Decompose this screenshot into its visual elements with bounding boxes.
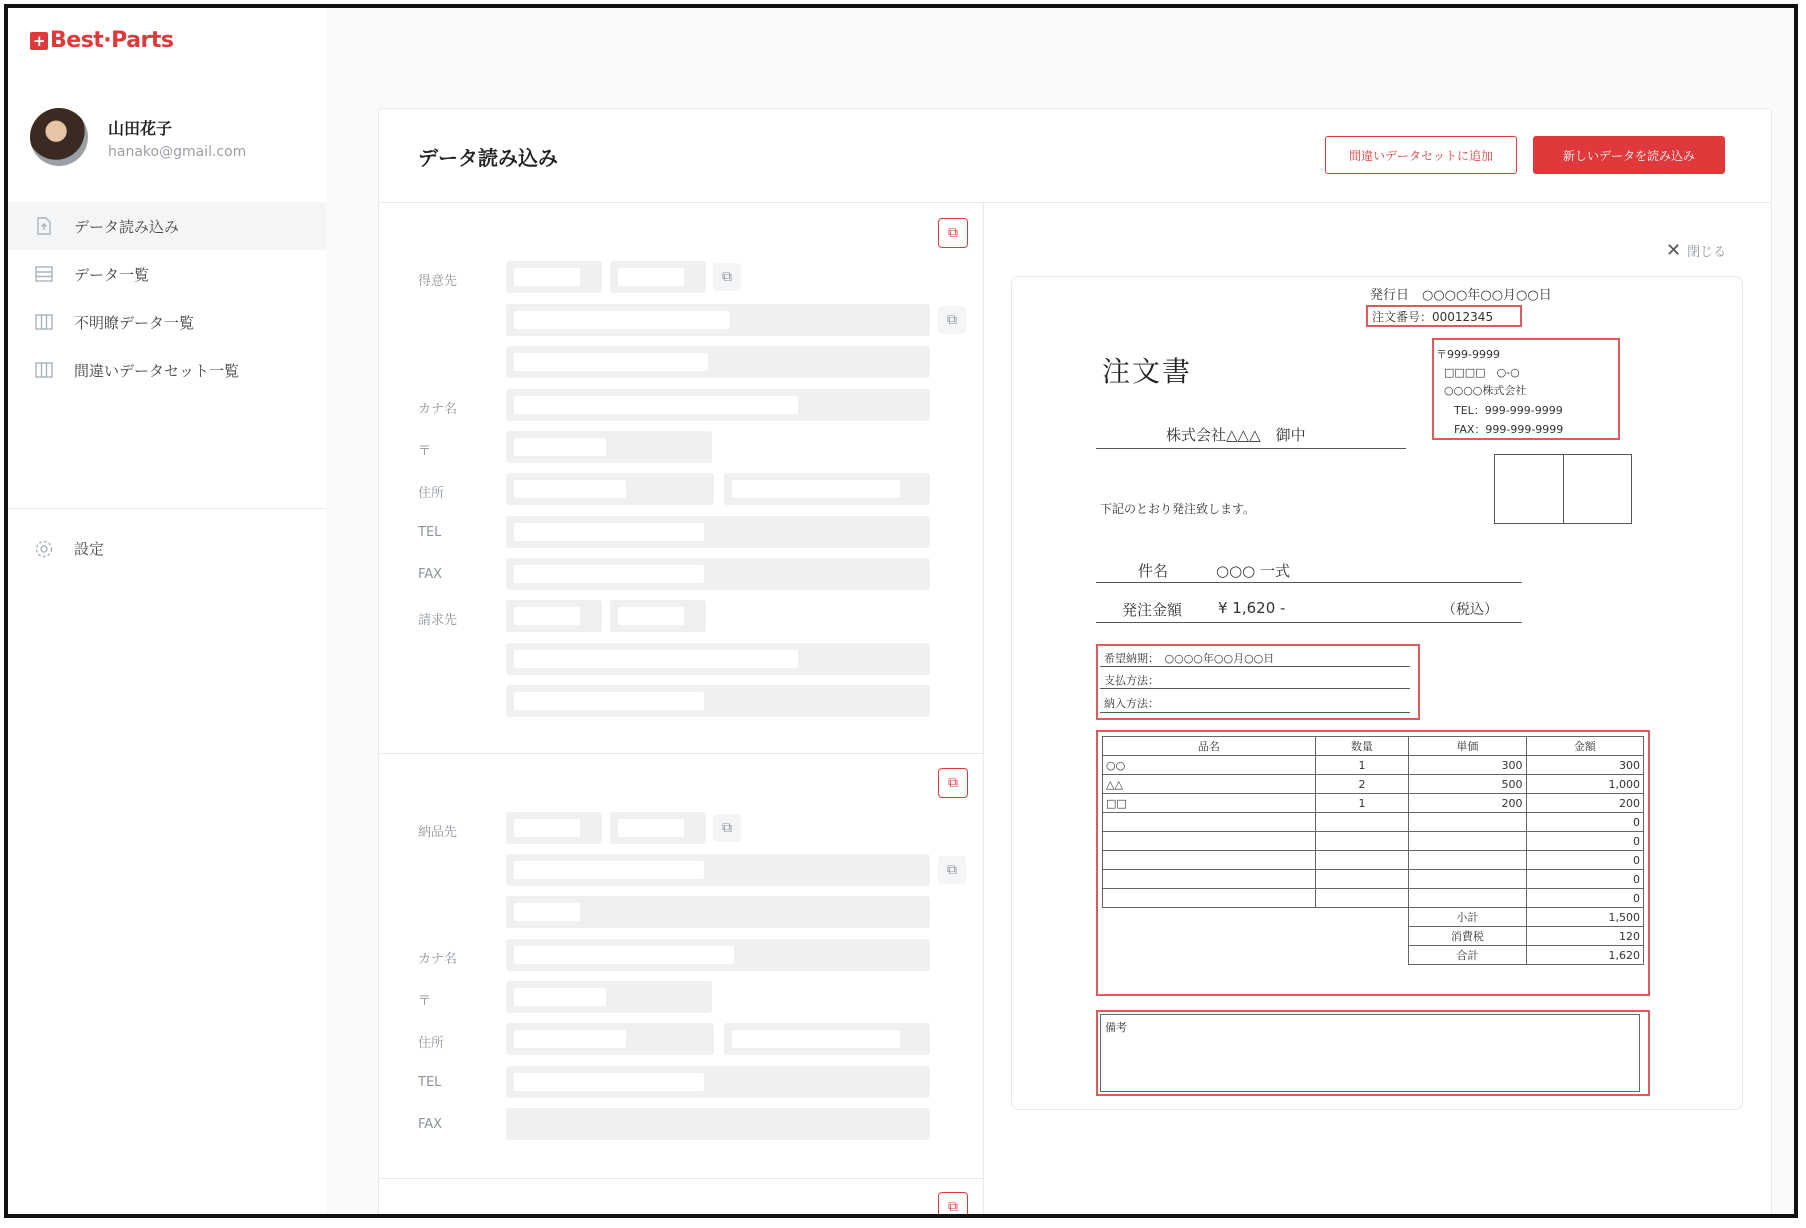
tax-label: 消費税 xyxy=(1409,927,1526,946)
table-cell xyxy=(1103,851,1316,870)
table-cell: 0 xyxy=(1526,832,1643,851)
address1-field[interactable] xyxy=(506,473,714,505)
table-cell xyxy=(1315,851,1408,870)
copy-field-button[interactable] xyxy=(713,263,741,291)
recipient: 株式会社△△△ 御中 xyxy=(1166,426,1306,444)
billing-code-field[interactable] xyxy=(506,600,602,632)
table-cell: 2 xyxy=(1315,775,1408,794)
sidebar-item-label: データ読み込み xyxy=(74,217,180,236)
table-row xyxy=(1103,870,1644,889)
label-delivery: 納品先 xyxy=(418,825,458,840)
total-value: 1,620 xyxy=(1526,946,1643,965)
customer-name2-field[interactable] xyxy=(506,346,930,378)
sidebar-item-data-list[interactable] xyxy=(8,250,326,298)
term-delivery-date: 希望納期： ○○○○年○○月○○日 xyxy=(1104,652,1275,665)
amount-underline xyxy=(1096,622,1522,623)
copy-icon: ⧉ xyxy=(948,775,958,791)
billing-branch-field[interactable] xyxy=(610,600,706,632)
billing-name2-field[interactable] xyxy=(506,685,930,717)
fax-field[interactable] xyxy=(506,1108,930,1140)
table-cell: 1,000 xyxy=(1526,775,1643,794)
term-divider xyxy=(1100,666,1410,667)
table-cell: 0 xyxy=(1526,813,1643,832)
sidebar-item-data-import[interactable] xyxy=(8,202,326,250)
table-row xyxy=(1103,889,1644,908)
sidebar-item-label: データ一覧 xyxy=(74,265,150,284)
sender-company: ○○○○株式会社 xyxy=(1444,384,1527,397)
label-fax: FAX xyxy=(418,1117,443,1132)
header-divider xyxy=(378,202,1770,203)
columns-icon xyxy=(34,312,54,332)
copy-icon: ⧉ xyxy=(947,312,957,328)
settings-label: 設定 xyxy=(74,540,105,558)
address2-field[interactable] xyxy=(724,473,930,505)
subject-value: ○○○ 一式 xyxy=(1216,562,1291,580)
sidebar-item-unclear-data-list[interactable] xyxy=(8,298,326,346)
close-icon: ✕ xyxy=(1666,240,1682,261)
customer-branch-field[interactable] xyxy=(610,261,706,293)
sender-tel: TEL：999-999-9999 xyxy=(1454,404,1563,417)
list-icon xyxy=(34,264,54,284)
table-cell: □□ xyxy=(1103,794,1316,813)
table-row xyxy=(1103,794,1644,813)
label-postal: 〒 xyxy=(418,444,432,459)
term-divider xyxy=(1100,688,1410,689)
copy-icon: ⧉ xyxy=(722,269,732,285)
subtotal-value: 1,500 xyxy=(1526,908,1643,927)
table-row xyxy=(1103,756,1644,775)
sender-address: □□□□ ○-○ xyxy=(1444,366,1520,379)
table-header-cell: 数量 xyxy=(1315,737,1408,756)
table-cell xyxy=(1409,851,1526,870)
sidebar-item-label: 不明瞭データ一覧 xyxy=(74,313,195,332)
avatar[interactable] xyxy=(30,108,88,166)
table-cell: △△ xyxy=(1103,775,1316,794)
stamp-box xyxy=(1494,454,1632,524)
sidebar-item-label: 間違いデータセット一覧 xyxy=(74,361,240,380)
subtotal-label: 小計 xyxy=(1409,908,1526,927)
notes-label: 備考 xyxy=(1105,1021,1127,1034)
table-total-row xyxy=(1103,946,1644,965)
copy-section-button[interactable] xyxy=(938,1192,968,1218)
delivery-code-field[interactable] xyxy=(506,812,602,844)
table-header-cell: 品名 xyxy=(1103,737,1316,756)
table-cell: ○○ xyxy=(1103,756,1316,775)
section-divider xyxy=(378,1178,983,1179)
tel-field[interactable] xyxy=(506,516,930,548)
kana-field[interactable] xyxy=(506,389,930,421)
sidebar-item-wrong-dataset-list[interactable] xyxy=(8,346,326,394)
delivery-name2-field[interactable] xyxy=(506,896,930,928)
section-divider xyxy=(378,753,983,754)
table-cell xyxy=(1315,870,1408,889)
recipient-underline xyxy=(1096,448,1406,449)
logo[interactable] xyxy=(30,28,174,53)
close-label: 閉じる xyxy=(1687,245,1727,260)
table-cell: 200 xyxy=(1409,794,1526,813)
label-customer: 得意先 xyxy=(418,274,458,289)
table-cell: 1 xyxy=(1315,756,1408,775)
table-cell: 300 xyxy=(1526,756,1643,775)
table-cell xyxy=(1409,870,1526,889)
sender-postal: 〒999-9999 xyxy=(1436,348,1500,361)
amount-tax-note: （税込） xyxy=(1442,602,1498,618)
copy-icon: ⧉ xyxy=(947,862,957,878)
copy-icon: ⧉ xyxy=(722,820,732,836)
table-cell xyxy=(1103,870,1316,889)
delivery-name-field[interactable] xyxy=(506,854,930,886)
table-tax-row xyxy=(1103,927,1644,946)
table-cell xyxy=(1409,813,1526,832)
copy-field-button[interactable] xyxy=(938,856,966,884)
issue-date: 発行日 ○○○○年○○月○○日 xyxy=(1370,288,1552,303)
table-cell: 0 xyxy=(1526,870,1643,889)
subject-underline xyxy=(1096,582,1522,583)
sidebar-divider xyxy=(8,508,326,509)
label-postal: 〒 xyxy=(418,994,432,1009)
table-cell xyxy=(1315,813,1408,832)
label-address: 住所 xyxy=(418,1036,445,1051)
table-cell xyxy=(1315,889,1408,908)
copy-icon: ⧉ xyxy=(948,1199,958,1215)
fax-field[interactable] xyxy=(506,558,930,590)
table-row xyxy=(1103,775,1644,794)
label-kana: カナ名 xyxy=(418,402,458,417)
amount-value: ¥ 1,620 - xyxy=(1218,599,1286,617)
notes-highlight xyxy=(1096,1010,1650,1096)
label-kana: カナ名 xyxy=(418,952,458,967)
sidebar xyxy=(8,8,327,1214)
add-to-wrong-dataset-button[interactable]: 間違いデータセットに追加 xyxy=(1325,136,1517,174)
table-row xyxy=(1103,832,1644,851)
table-header-row xyxy=(1103,737,1644,756)
label-address: 住所 xyxy=(418,486,445,501)
table-header-cell: 金額 xyxy=(1526,737,1643,756)
label-tel: TEL xyxy=(418,525,442,540)
table-row xyxy=(1103,851,1644,870)
subject-label: 件名 xyxy=(1138,562,1169,580)
customer-code-field[interactable] xyxy=(506,261,602,293)
postal-field[interactable] xyxy=(506,431,712,463)
table-cell: 0 xyxy=(1526,889,1643,908)
user-email: hanako@gmail.com xyxy=(108,144,247,160)
copy-section-button[interactable] xyxy=(938,218,968,248)
app-window xyxy=(4,4,1798,1218)
close-preview-button[interactable] xyxy=(1666,240,1726,261)
table-cell xyxy=(1409,889,1526,908)
columns-icon xyxy=(34,360,54,380)
table-cell: 300 xyxy=(1409,756,1526,775)
label-tel: TEL xyxy=(418,1075,442,1090)
copy-field-button[interactable] xyxy=(938,306,966,334)
table-cell xyxy=(1103,813,1316,832)
table-cell xyxy=(1103,889,1316,908)
gear-icon xyxy=(34,539,54,559)
billing-name-field[interactable] xyxy=(506,643,930,675)
label-billing: 請求先 xyxy=(418,613,458,628)
sidebar-item-settings[interactable] xyxy=(34,538,104,559)
table-cell xyxy=(1315,832,1408,851)
table-cell: 500 xyxy=(1409,775,1526,794)
document-title: 注文書 xyxy=(1102,355,1193,388)
total-label: 合計 xyxy=(1409,946,1526,965)
term-divider xyxy=(1100,712,1410,713)
term-payment: 支払方法： xyxy=(1104,674,1159,687)
items-table xyxy=(1102,736,1644,965)
copy-field-button[interactable] xyxy=(713,814,741,842)
column-divider xyxy=(983,202,984,1218)
kana-field[interactable] xyxy=(506,939,930,971)
file-upload-icon xyxy=(34,216,54,236)
user-name: 山田花子 xyxy=(108,119,173,138)
tel-field[interactable] xyxy=(506,1066,930,1098)
sidebar-nav xyxy=(8,202,326,394)
table-cell: 200 xyxy=(1526,794,1643,813)
order-number: 注文番号：00012345 xyxy=(1372,310,1494,324)
load-new-data-button[interactable]: 新しいデータを読み込み xyxy=(1533,136,1725,174)
delivery-branch-field[interactable] xyxy=(610,812,706,844)
label-fax: FAX xyxy=(418,567,443,582)
table-cell xyxy=(1409,832,1526,851)
page-title: データ読み込み xyxy=(418,146,558,170)
customer-name-field[interactable] xyxy=(506,304,930,336)
address1-field[interactable] xyxy=(506,1023,714,1055)
term-delivery-method: 納入方法： xyxy=(1104,697,1159,710)
table-header-cell: 単価 xyxy=(1409,737,1526,756)
table-subtotal-row xyxy=(1103,908,1644,927)
table-cell: 0 xyxy=(1526,851,1643,870)
address2-field[interactable] xyxy=(724,1023,930,1055)
copy-section-button[interactable] xyxy=(938,768,968,798)
postal-field[interactable] xyxy=(506,981,712,1013)
intro-text: 下記のとおり発注致します。 xyxy=(1100,502,1256,516)
logo-text: Best·Parts xyxy=(50,28,174,53)
tax-value: 120 xyxy=(1526,927,1643,946)
items-table-highlight xyxy=(1096,730,1650,996)
copy-icon: ⧉ xyxy=(948,225,958,241)
amount-label: 発注金額 xyxy=(1122,601,1183,619)
sender-fax: FAX：999-999-9999 xyxy=(1454,423,1564,436)
table-row xyxy=(1103,813,1644,832)
table-cell: 1 xyxy=(1315,794,1408,813)
logo-mark-icon: + xyxy=(30,32,48,50)
table-cell xyxy=(1103,832,1316,851)
